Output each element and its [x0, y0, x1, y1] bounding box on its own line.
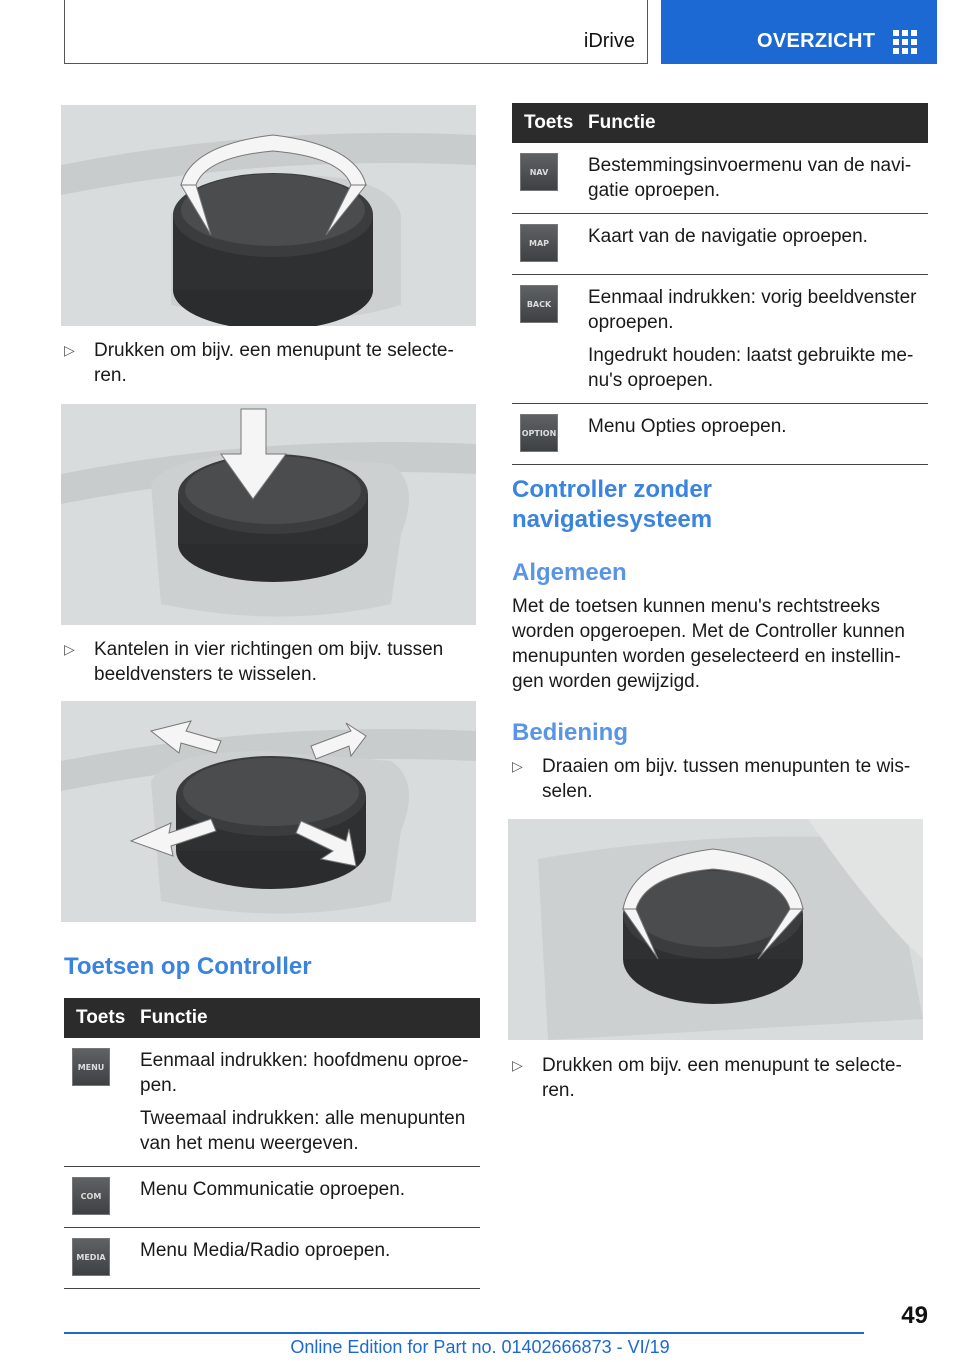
- left-key-table: [64, 998, 480, 1289]
- header-section-label: iDrive: [583, 30, 635, 52]
- right-key-table: [512, 103, 928, 465]
- nav-key-icon: NAV: [520, 153, 558, 191]
- option-key-icon: OPTION: [520, 414, 558, 452]
- heading-controller-no-nav: Controller zonder navigatiesysteem: [512, 476, 713, 533]
- table-row: MENU Eenmaal indrukken: hoofdmenu oproe- pen. Tweemaal indrukken: alle menupunten van het menu weergeven.: [64, 1038, 480, 1167]
- table-row: COM Menu Communicatie oproepen.: [64, 1167, 480, 1228]
- table-row: MEDIA Menu Media/Radio oproepen.: [64, 1228, 480, 1289]
- col-header-function: Functie: [588, 103, 928, 143]
- table-row: OPTION Menu Opties oproepen.: [512, 404, 928, 465]
- map-key-icon: MAP: [520, 224, 558, 262]
- header-chapter-label: OVERZICHT: [757, 30, 876, 52]
- triangle-bullet-icon: ▷: [512, 1057, 523, 1073]
- back-key-icon: BACK: [520, 285, 558, 323]
- heading-controller-keys: Toetsen op Controller: [64, 953, 312, 980]
- controller-rotate-image-2: [508, 819, 923, 1040]
- table-row: MAP Kaart van de navigatie oproepen.: [512, 214, 928, 275]
- subheading-operation: Bediening: [512, 719, 629, 746]
- controller-rotate-image: [61, 105, 476, 326]
- grid-menu-icon[interactable]: [893, 30, 917, 54]
- table-row: NAV Bestemmingsinvoermenu van de navi- gatie oproepen.: [512, 143, 928, 214]
- triangle-bullet-icon: ▷: [64, 641, 75, 657]
- footer-edition: Online Edition for Part no. 01402666873 - VI/19: [290, 1337, 670, 1357]
- general-paragraph: Met de toetsen kunnen menu's rechtstreeks worden opgeroepen. Met de Controller kunnen menupunten worden geselecteerd en instellin- gen worden gewijzigd.: [512, 596, 905, 692]
- menu-key-icon: MENU: [72, 1048, 110, 1086]
- controller-tilt-image: [61, 701, 476, 922]
- col-header-key: Toets: [512, 103, 588, 143]
- table-row: BACK Eenmaal indrukken: vorig beeldvenster oproepen. Ingedrukt houden: laatst gebruikte me- nu's oproepen.: [512, 275, 928, 404]
- com-key-icon: COM: [72, 1177, 110, 1215]
- header-section-box: [64, 0, 648, 64]
- header-chapter-tab[interactable]: [661, 0, 937, 64]
- media-key-icon: MEDIA: [72, 1238, 110, 1276]
- col-header-key: Toets: [64, 998, 140, 1038]
- triangle-bullet-icon: ▷: [512, 758, 523, 774]
- triangle-bullet-icon: ▷: [64, 342, 75, 358]
- page-number: 49: [901, 1302, 928, 1329]
- footer-divider: [64, 1332, 864, 1334]
- col-header-function: Functie: [140, 998, 480, 1038]
- controller-press-image: [61, 404, 476, 625]
- subheading-general: Algemeen: [512, 559, 627, 586]
